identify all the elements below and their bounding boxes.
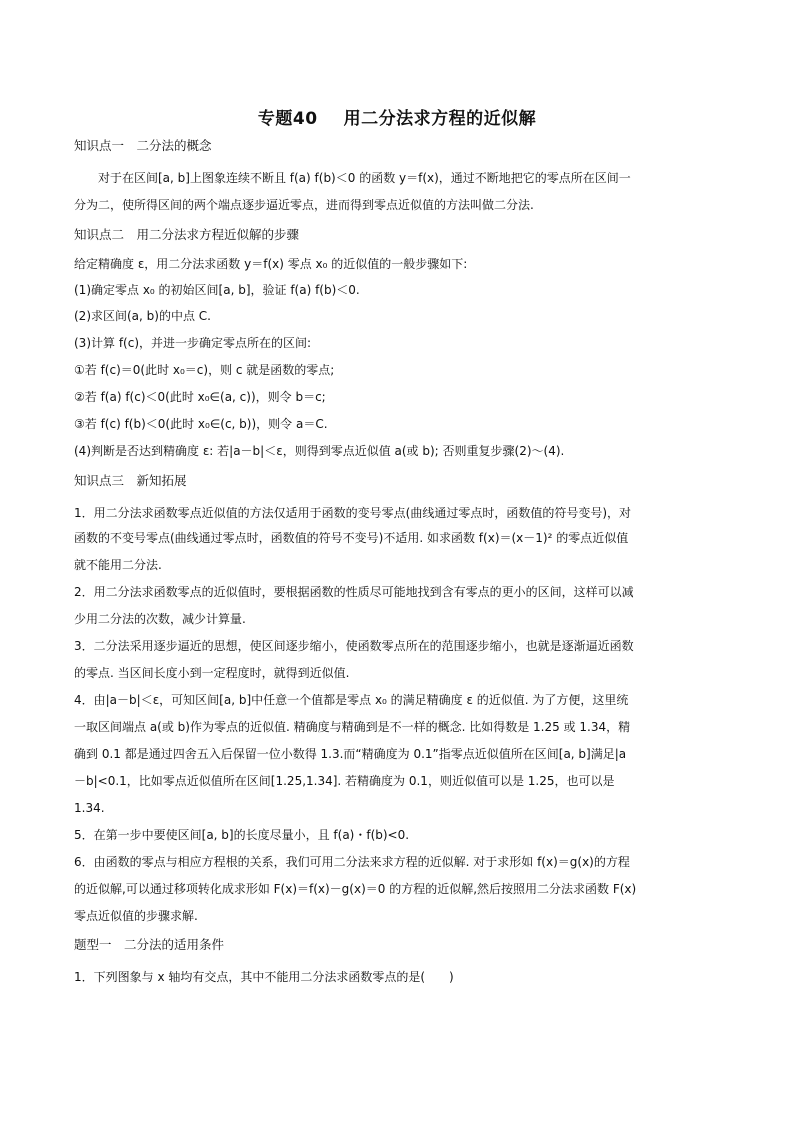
paragraph-line: 零点近似值的步骤求解. xyxy=(74,909,198,923)
paragraph-line: 函数的不变号零点(曲线通过零点时，函数值的符号不变号)不适用. 如求函数 f(x)＝(x－1)² 的零点近似值 xyxy=(74,531,629,545)
paragraph-line: 6．由函数的零点与相应方程根的关系，我们可用二分法来求方程的近似解. 对于求形如 f(x)＝g(x)的方程 xyxy=(74,855,630,869)
step-line: (2)求区间(a, b)的中点 C. xyxy=(74,309,211,323)
paragraph-line: 1.34. xyxy=(74,801,105,815)
paragraph-line: 2．用二分法求函数零点的近似值时，要根据函数的性质尽可能地找到含有零点的更小的区间，这样可以减 xyxy=(74,585,634,599)
paragraph-line: 1．用二分法求函数零点近似值的方法仅适用于函数的变号零点(曲线通过零点时，函数值的符号变号)，对 xyxy=(74,506,632,520)
title-number: 专题40 xyxy=(257,109,318,129)
section-heading-2: 知识点二 用二分法求方程近似解的步骤 xyxy=(74,227,300,242)
step-line: (1)确定零点 x₀ 的初始区间[a, b]，验证 f(a) f(b)＜0. xyxy=(74,283,360,297)
paragraph-line: 3．二分法采用逐步逼近的思想，使区间逐步缩小，使函数零点所在的范围逐步缩小，也就是逐渐逼近函数 xyxy=(74,639,634,653)
step-line: ③若 f(c) f(b)＜0(此时 x₀∈(c, b))，则令 a＝C. xyxy=(74,417,328,431)
paragraph-line: 5．在第一步中要使区间[a, b]的长度尽量小，且 f(a)・f(b)<0. xyxy=(74,828,410,842)
paragraph-line: 一取区间端点 a(或 b)作为零点的近似值. 精确度与精确到是不一样的概念. 比如得数是 1.25 或 1.34，精 xyxy=(74,720,631,734)
paragraph-line: －b|<0.1，比如零点近似值所在区间[1.25,1.34]. 若精确度为 0.1，则近似值可以是 1.25，也可以是 xyxy=(74,774,615,788)
section-heading-1: 知识点一 二分法的概念 xyxy=(74,138,212,153)
paragraph-line: 少用二分法的次数，减少计算量. xyxy=(74,612,246,626)
paragraph-line: 的零点. 当区间长度小到一定程度时，就得到近似值. xyxy=(74,666,350,680)
paragraph-line: 确到 0.1 都是通过四舍五入后保留一位小数得 1.3.而“精确度为 0.1”指零点近似值所在区间[a, b]满足|a xyxy=(74,747,627,761)
page-title xyxy=(0,104,794,129)
step-line: ②若 f(a) f(c)＜0(此时 x₀∈(a, c))，则令 b＝c; xyxy=(74,390,326,404)
question-line: 1．下列图象与 x 轴均有交点，其中不能用二分法求函数零点的是( ) xyxy=(74,970,454,984)
paragraph-line: 分为二，使所得区间的两个端点逐步逼近零点，进而得到零点近似值的方法叫做二分法. xyxy=(74,198,534,212)
section-heading-4: 题型一 二分法的适用条件 xyxy=(74,937,225,952)
paragraph-line: 的近似解,可以通过移项转化成求形如 F(x)＝f(x)－g(x)＝0 的方程的近似解,然后按照用二分法求函数 F(x) xyxy=(74,882,637,896)
paragraph-line: 就不能用二分法. xyxy=(74,558,162,572)
step-line: (4)判断是否达到精确度 ε: 若|a－b|＜ε，则得到零点近似值 a(或 b); 否则重复步骤(2)～(4). xyxy=(74,444,565,458)
paragraph-line: 对于在区间[a, b]上图象连续不断且 f(a) f(b)＜0 的函数 y＝f(x)，通过不断地把它的零点所在区间一 xyxy=(98,171,631,185)
step-line: ①若 f(c)＝0(此时 x₀＝c)，则 c 就是函数的零点; xyxy=(74,363,335,377)
title-text: 用二分法求方程的近似解 xyxy=(343,109,537,129)
paragraph-line: 4．由|a－b|＜ε，可知区间[a, b]中任意一个值都是零点 x₀ 的满足精确度 ε 的近似值. 为了方便，这里统 xyxy=(74,693,629,707)
step-line: (3)计算 f(c)，并进一步确定零点所在的区间: xyxy=(74,336,312,350)
section-heading-3: 知识点三 新知拓展 xyxy=(74,473,187,488)
paragraph-line: 给定精确度 ε，用二分法求函数 y＝f(x) 零点 x₀ 的近似值的一般步骤如下: xyxy=(74,257,468,271)
